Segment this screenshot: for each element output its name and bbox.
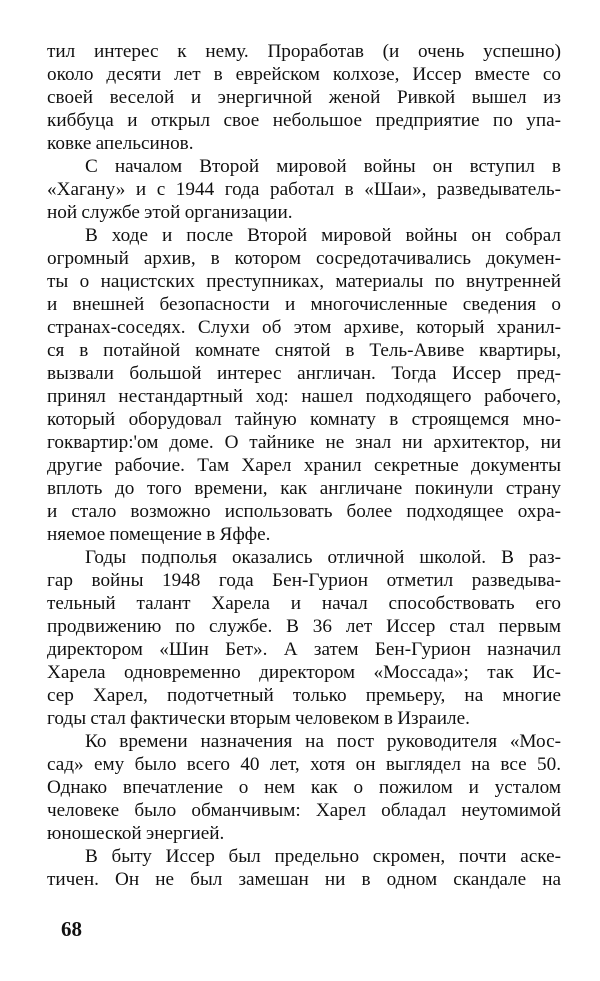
text-line: тил интерес к нему. Проработав (и очень успешно) [47,41,561,62]
paragraph [47,845,561,891]
text-line: продвижению по службе. В 36 лет Иссер стал первым [47,616,561,637]
text-line: который оборудовал тайную комнату в строящемся мно- [47,409,561,430]
text-line: и стало возможно использовать более подходящее охра- [47,501,561,522]
page-body [47,40,561,891]
text-line: гар войны 1948 года Бен-Гурион отметил разведыва- [47,570,561,591]
text-line: около десяти лет в еврейском колхозе, Иссер вместе со [47,64,561,85]
paragraph [47,546,561,730]
text-line: директором «Шин Бет». А затем Бен-Гурион назначил [47,639,561,660]
text-line: В быту Иссер был предельно скромен, почти аске- [85,846,561,867]
text-line: тельный талант Харела и начал способствовать его [47,593,561,614]
text-line: годы стал фактически вторым человеком в Израиле. [47,708,470,729]
text-line: огромный архив, в котором сосредотачивались докумен- [47,248,561,269]
text-line: тичен. Он не был замешан ни в одном скандале на [47,869,561,890]
text-line: няемое помещение в Яффе. [47,524,271,545]
text-line: юношеской энергией. [47,823,225,844]
text-line: Годы подполья оказались отличной школой. В раз- [85,547,561,568]
page-number: 68 [61,917,82,941]
paragraph [47,730,561,845]
text-line: ковке апельсинов. [47,133,194,154]
paragraph [47,224,561,546]
text-line: сер Харел, подотчетный только премьеру, на многие [47,685,561,706]
text-line: С началом Второй мировой войны он вступил в [85,156,561,177]
text-line: Ко времени назначения на пост руководителя «Мос- [85,731,561,752]
text-line: ся в потайной комнате снятой в Тель-Авиве квартиры, [47,340,561,361]
text-line: Харела одновременно директором «Моссада»; так Ис- [47,662,561,683]
text-line: странах-соседях. Слухи об этом архиве, который хранил- [47,317,561,338]
text-line: и внешней безопасности и многочисленные сведения о [47,294,561,315]
text-line: «Хагану» и с 1944 года работал в «Шаи», разведыватель- [47,179,561,200]
text-line: киббуца и открыл свое небольшое предприятие по упа- [47,110,561,131]
text-line: принял нестандартный ход: нашел подходящего рабочего, [47,386,561,407]
paragraph [47,40,561,155]
text-line: сад» ему было всего 40 лет, хотя он выглядел на все 50. [47,754,561,775]
text-line: человеке было обманчивым: Харел обладал неутомимой [47,800,561,821]
text-line: вызвали большой интерес англичан. Тогда Иссер пред- [47,363,561,384]
text-line: ной службе этой организации. [47,202,293,223]
text-line: ты о нацистских преступниках, материалы по внутренней [47,271,561,292]
text-line: вплоть до того времени, как англичане покинули страну [47,478,561,499]
text-line: гоквартир:'ом доме. О тайнике не знал ни архитектор, ни [47,432,561,453]
text-line: другие рабочие. Там Харел хранил секретные документы [47,455,561,476]
text-line: Однако впечатление о нем как о пожилом и усталом [47,777,561,798]
text-line: своей веселой и энергичной женой Ривкой вышел из [47,87,561,108]
paragraph [47,155,561,224]
text-line: В ходе и после Второй мировой войны он собрал [85,225,561,246]
